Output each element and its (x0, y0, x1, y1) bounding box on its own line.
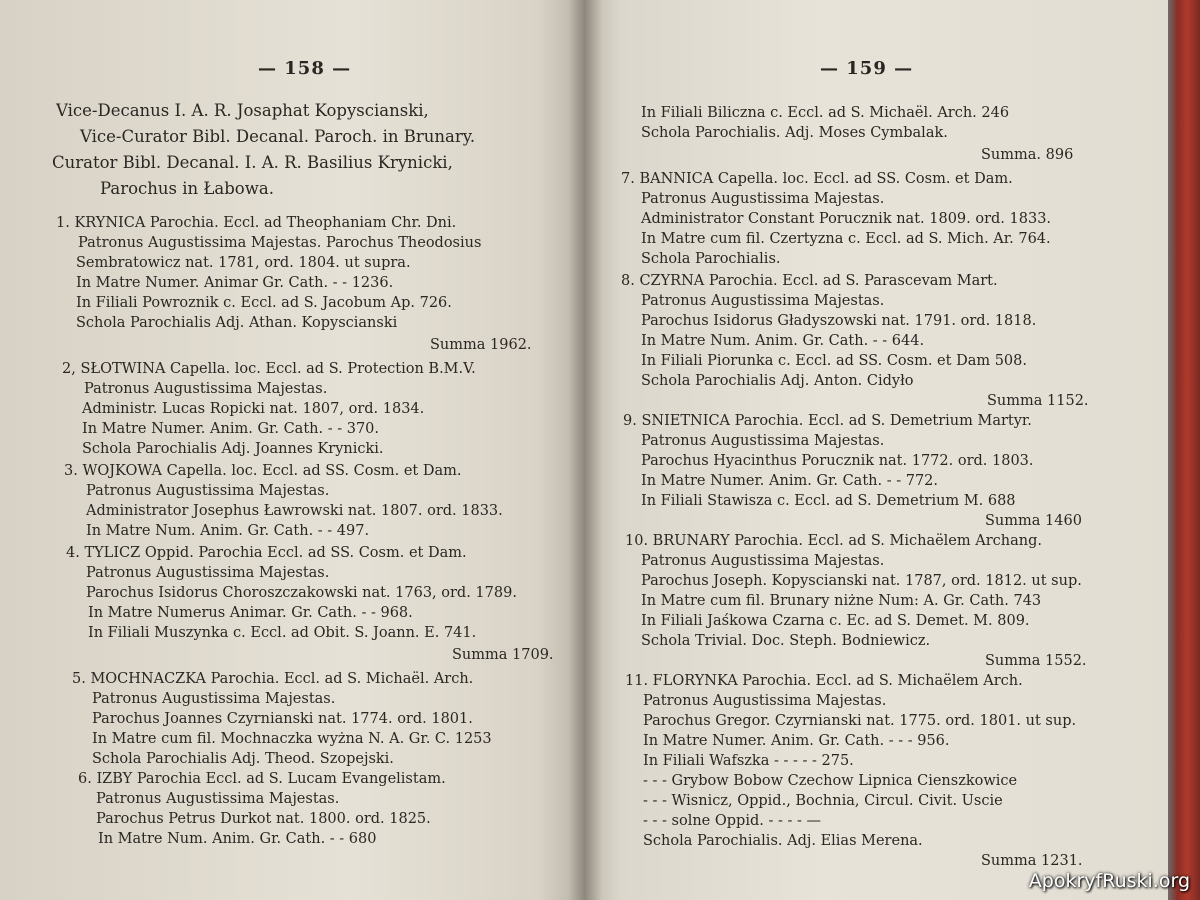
right_page-line: In Filiali Piorunka c. Eccl. ad SS. Cosm. et Dam 508. (641, 353, 1027, 369)
left_page-line: Patronus Augustissima Majestas. (96, 791, 340, 807)
right_page-line: In Filiali Jaśkowa Czarna c. Ec. ad S. Demet. M. 809. (641, 613, 1030, 629)
right_page-line: Summa. 896 (981, 147, 1074, 163)
left_page-line: Patronus Augustissima Majestas. (92, 691, 336, 707)
left_page-line: In Matre Num. Anim. Gr. Cath. - - 497. (86, 523, 370, 539)
left_page-line: In Matre Numerus Animar. Gr. Cath. - - 968. (88, 605, 413, 621)
right_page-line: - - - Wisnicz, Oppid., Bochnia, Circul. Civit. Uscie (643, 793, 1003, 809)
left_page-line: Summa 1962. (430, 337, 532, 353)
right_page-line: Patronus Augustissima Majestas. (643, 693, 887, 709)
right_page-line: Patronus Augustissima Majestas. (641, 433, 885, 449)
right_page-line: 11. FLORYNKA Parochia. Eccl. ad S. Michaëlem Arch. (625, 673, 1023, 689)
left_page-line: 2, SŁOTWINA Capella. loc. Eccl. ad S. Protection B.M.V. (62, 361, 476, 377)
right-page (585, 0, 1175, 900)
left_page-line: Patronus Augustissima Majestas. Parochus Theodosius (78, 235, 482, 251)
left_page-line: Administr. Lucas Ropicki nat. 1807, ord. 1834. (82, 401, 425, 417)
right_page-line: In Filiali Stawisza c. Eccl. ad S. Demetrium M. 688 (641, 493, 1016, 509)
left_page-line: In Matre Num. Anim. Gr. Cath. - - 680 (98, 831, 377, 847)
left_page-line: 1. KRYNICA Parochia. Eccl. ad Theophaniam Chr. Dni. (56, 215, 457, 231)
right_page-line: - - - solne Oppid. - - - - — (643, 813, 821, 829)
left_page-line: 5. MOCHNACZKA Parochia. Eccl. ad S. Michaël. Arch. (72, 671, 474, 687)
right_page-line: Summa 1231. (981, 853, 1083, 869)
left-page-number: — 158 — (258, 58, 352, 79)
right_page-line: In Matre Num. Anim. Gr. Cath. - - 644. (641, 333, 925, 349)
left_page-line: Vice-Decanus I. A. R. Josaphat Kopyscianski, (56, 101, 429, 120)
left_page-line: Parochus in Łabowa. (100, 179, 274, 198)
left_page-line: Schola Parochialis Adj. Theod. Szopejski. (92, 751, 394, 767)
left_page-line: 6. IZBY Parochia Eccl. ad S. Lucam Evangelistam. (78, 771, 446, 787)
right_page-line: 9. SNIETNICA Parochia. Eccl. ad S. Demetrium Martyr. (623, 413, 1032, 429)
right_page-line: In Filiali Biliczna c. Eccl. ad S. Michaël. Arch. 246 (641, 105, 1010, 121)
left_page-line: Curator Bibl. Decanal. I. A. R. Basilius Krynicki, (52, 153, 453, 172)
left_page-line: Patronus Augustissima Majestas. (86, 483, 330, 499)
left_page-line: Summa 1709. (452, 647, 554, 663)
right_page-line: Summa 1460 (985, 513, 1082, 529)
right_page-line: Parochus Gregor. Czyrnianski nat. 1775. ord. 1801. ut sup. (643, 713, 1077, 729)
right_page-line: 10. BRUNARY Parochia. Eccl. ad S. Michaëlem Archang. (625, 533, 1042, 549)
right_page-line: - - - Grybow Bobow Czechow Lipnica Cienszkowice (643, 773, 1018, 789)
left_page-line: In Matre Numer. Anim. Gr. Cath. - - 370. (82, 421, 380, 437)
right_page-line: 7. BANNICA Capella. loc. Eccl. ad SS. Cosm. et Dam. (621, 171, 1013, 187)
right_page-line: In Filiali Wafszka - - - - - 275. (643, 753, 854, 769)
right_page-line: Schola Parochialis. Adj. Moses Cymbalak. (641, 125, 948, 141)
right_page-line: In Matre cum fil. Czertyzna c. Eccl. ad S. Mich. Ar. 764. (641, 231, 1051, 247)
right_page-line: Patronus Augustissima Majestas. (641, 553, 885, 569)
left_page-line: Parochus Isidorus Choroszczakowski nat. 1763, ord. 1789. (86, 585, 517, 601)
left_page-line: In Filiali Powroznik c. Eccl. ad S. Jacobum Ap. 726. (76, 295, 452, 311)
right_page-line: Patronus Augustissima Majestas. (641, 191, 885, 207)
book-gutter (568, 0, 602, 900)
right_page-line: Parochus Joseph. Kopyscianski nat. 1787, ord. 1812. ut sup. (641, 573, 1082, 589)
right_page-line: Schola Trivial. Doc. Steph. Bodniewicz. (641, 633, 931, 649)
left-page (0, 0, 585, 900)
left_page-line: Parochus Joannes Czyrnianski nat. 1774. ord. 1801. (92, 711, 473, 727)
left_page-line: In Matre cum fil. Mochnaczka wyżna N. A. Gr. C. 1253 (92, 731, 492, 747)
left_page-line: Schola Parochialis Adj. Joannes Krynicki. (82, 441, 384, 457)
left_page-line: Administrator Josephus Ławrowski nat. 1807. ord. 1833. (86, 503, 503, 519)
right_page-line: Schola Parochialis. (641, 251, 781, 267)
right_page-line: Patronus Augustissima Majestas. (641, 293, 885, 309)
right_page-line: Summa 1552. (985, 653, 1087, 669)
right_page-line: Schola Parochialis. Adj. Elias Merena. (643, 833, 923, 849)
watermark: ApokryfRuski.org (1028, 870, 1190, 892)
left_page-line: 3. WOJKOWA Capella. loc. Eccl. ad SS. Cosm. et Dam. (64, 463, 462, 479)
left_page-line: Parochus Petrus Durkot nat. 1800. ord. 1825. (96, 811, 431, 827)
right_page-line: Parochus Hyacinthus Porucznik nat. 1772. ord. 1803. (641, 453, 1034, 469)
left_page-line: 4. TYLICZ Oppid. Parochia Eccl. ad SS. Cosm. et Dam. (66, 545, 467, 561)
left_page-line: Sembratowicz nat. 1781, ord. 1804. ut supra. (76, 255, 411, 271)
left_page-line: Patronus Augustissima Majestas. (86, 565, 330, 581)
right_page-line: In Matre Numer. Anim. Gr. Cath. - - 772. (641, 473, 939, 489)
left_page-line: In Matre Numer. Animar Gr. Cath. - - 1236. (76, 275, 394, 291)
left_page-line: Vice-Curator Bibl. Decanal. Paroch. in Brunary. (80, 127, 476, 146)
right_page-line: In Matre Numer. Anim. Gr. Cath. - - - 956. (643, 733, 950, 749)
left_page-line: In Filiali Muszynka c. Eccl. ad Obit. S. Joann. E. 741. (88, 625, 477, 641)
left_page-line: Patronus Augustissima Majestas. (84, 381, 328, 397)
left_page-line: Schola Parochialis Adj. Athan. Kopyscianski (76, 315, 398, 331)
right_page-line: Administrator Constant Porucznik nat. 1809. ord. 1833. (641, 211, 1052, 227)
book-cover-edge (1168, 0, 1200, 900)
right_page-line: In Matre cum fil. Brunary niżne Num: A. Gr. Cath. 743 (641, 593, 1042, 609)
right_page-line: Schola Parochialis Adj. Anton. Cidyło (641, 373, 914, 389)
right_page-line: Summa 1152. (987, 393, 1089, 409)
right-page-number: — 159 — (820, 58, 914, 79)
right_page-line: Parochus Isidorus Gładyszowski nat. 1791. ord. 1818. (641, 313, 1037, 329)
right_page-line: 8. CZYRNA Parochia. Eccl. ad S. Parascevam Mart. (621, 273, 998, 289)
